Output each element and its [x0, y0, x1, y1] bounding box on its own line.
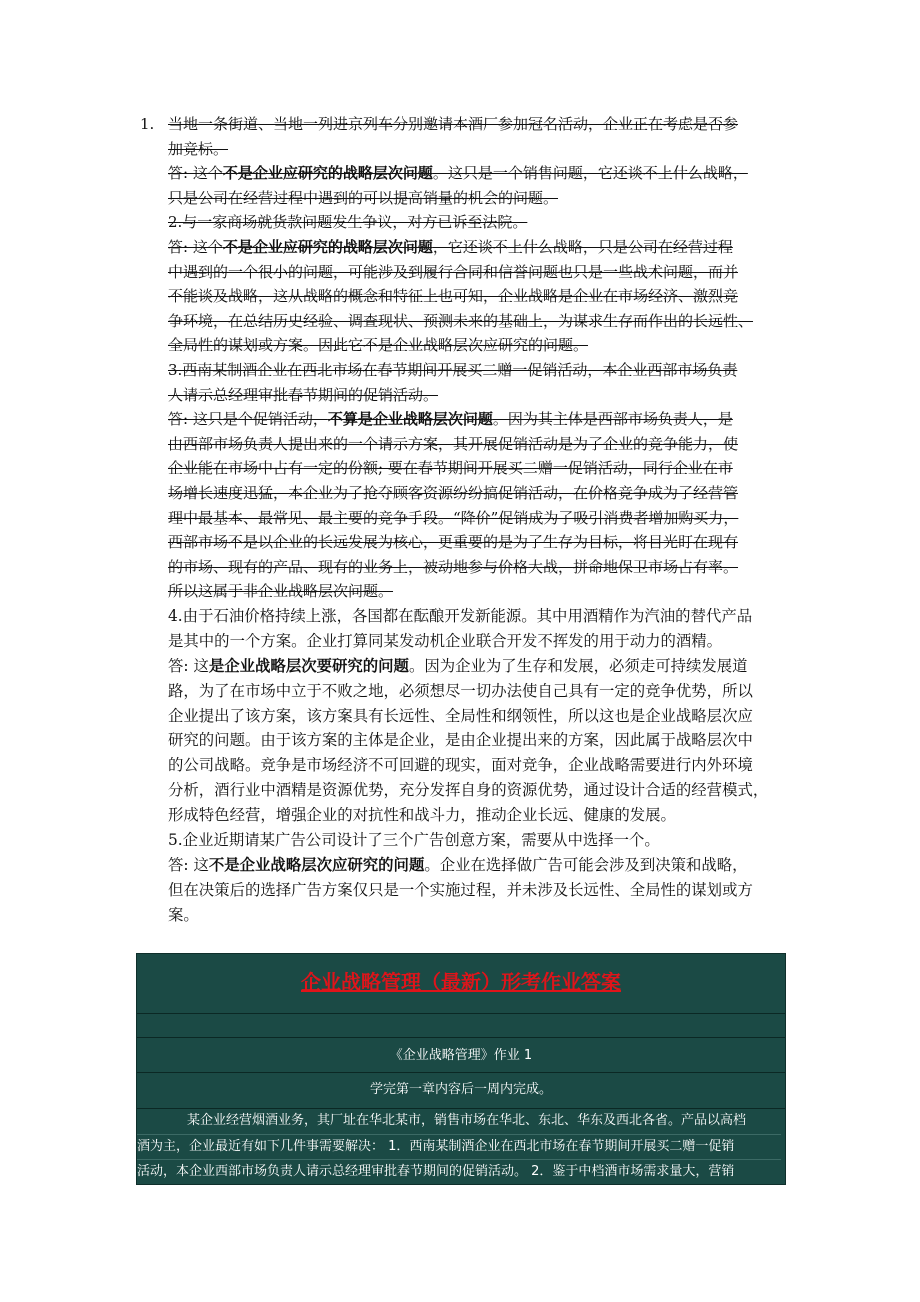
- answer-1-verdict: 不是企业应研究的战略层次问题: [222, 164, 433, 183]
- answer-1-line-2: 只是公司在经营过程中遇到的可以提高销量的机会的问题。: [168, 188, 559, 207]
- answer-4-line-3: 企业提出了该方案，该方案具有长远性、全局性和纲领性，所以这也是企业战略层次应: [168, 706, 753, 725]
- answer-2-line-3: 不能谈及战略，这从战略的概念和特征上也可知，企业战略是企业在市场经济、激烈竞: [168, 287, 739, 306]
- answer-3-line-1: 答: 这只是个促销活动，不算是企业战略层次问题。因为其主体是西部市场负责人，是: [168, 410, 733, 429]
- answer-5-line-2: 但在决策后的选择广告方案仅只是一个实施过程，并未涉及长远性、全局性的谋划或方: [168, 880, 753, 899]
- answer-5-line-1: 答: 这不是企业战略层次应研究的问题。企业在选择做广告可能会涉及到决策和战略，: [168, 855, 748, 874]
- answer-4-line-6: 分析，酒行业中酒精是资源优势，充分发挥自身的资源优势，通过设计合适的经营模式，: [168, 781, 769, 800]
- answer-5-line-3: 案。: [168, 905, 199, 924]
- item-1-line-1: 1. 当地一条街道、当地一列进京列车分别邀请本酒厂参加冠名活动，企业正在考虑是否参: [140, 112, 785, 137]
- panel-body: [137, 1109, 785, 1185]
- answer-3-line-4: 场增长速度迅猛，本企业为了抢夺顾客资源纷纷搞促销活动，在价格竞争成为了经营管: [168, 483, 739, 502]
- answer-1-line-1: 答: 这个不是企业应研究的战略层次问题。这只是一个销售问题，它还谈不上什么战略，: [168, 164, 748, 183]
- item-5-line: 5.企业近期请某广告公司设计了三个广告创意方案，需要从中选择一个。: [168, 831, 660, 850]
- item-1-line-2: 加竞标。: [168, 139, 229, 158]
- answer-2-line-2: 中遇到的一个很小的问题，可能涉及到履行合同和信誉问题也只是一些战术问题，而并: [168, 262, 739, 281]
- answer-3-line-7: 的市场、现有的产品、现有的业务上，被动地参与价格大战，拼命地保卫市场占有率。: [168, 557, 739, 576]
- answer-4-line-7: 形成特色经营，增强企业的对抗性和战斗力，推动企业长远、健康的发展。: [168, 806, 676, 825]
- item-4-line-1: 4.由于石油价格持续上涨，各国都在酝酿开发新能源。其中用酒精作为汽油的替代产品: [168, 606, 753, 625]
- panel-empty-row: [137, 1014, 785, 1038]
- document-body: [140, 112, 785, 928]
- answer-3-line-6: 西部市场不是以企业的长远发展为核心，更重要的是为了生存为目标，将目光盯在现有: [168, 533, 739, 552]
- item-3-line-1: 3.西南某制酒企业在西北市场在春节期间开展买二赠一促销活动，本企业西部市场负责: [168, 360, 738, 379]
- answer-5-verdict: 不是企业战略层次应研究的问题: [208, 855, 425, 874]
- answer-2-line-5: 全局性的谋划或方案。因此它不是企业战略层次应研究的问题。: [168, 336, 589, 355]
- item-1-number: 1.: [140, 115, 155, 133]
- answer-2-verdict: 不是企业应研究的战略层次问题: [222, 237, 433, 256]
- item-3-line-2: 人请示总经理审批春节期间的促销活动。: [168, 385, 439, 404]
- answer-4-line-1: 答: 这是企业战略层次要研究的问题。因为企业为了生存和发展，必须走可持续发展道: [168, 656, 748, 675]
- answer-3-line-5: 理中最基本、最常见、最主要的竞争手段。“降价”促销成为了吸引消费者增加购买力，: [168, 508, 739, 527]
- panel-body-line-1: 某企业经营烟酒业务，其厂址在华北某市，销售市场在华北、东北、华东及西北各省。产品以高档: [137, 1109, 781, 1135]
- answer-4-line-2: 路，为了在市场中立于不败之地，必须想尽一切办法使自己具有一定的竞争优势，所以: [168, 681, 753, 700]
- answer-3-line-3: 企业能在市场中占有一定的份额; 要在春节期间开展买二赠一促销活动，同行企业在市: [168, 459, 733, 478]
- answer-4-line-5: 的公司战略。竞争是市场经济不可回避的现实，面对竞争，企业战略需要进行内外环境: [168, 756, 753, 775]
- answer-4-line-4: 研究的问题。由于该方案的主体是企业，是由企业提出来的方案，因此属于战略层次中: [168, 731, 753, 750]
- answer-3-verdict: 不算是企业战略层次问题: [327, 410, 493, 429]
- panel-title-link[interactable]: 企业战略管理（最新）形考作业答案: [137, 954, 785, 1014]
- item-2-line: 2.与一家商场就货款问题发生争议，对方已诉至法院。: [168, 213, 528, 232]
- answer-promo-panel: [136, 953, 786, 1185]
- item-4-line-2: 是其中的一个方案。企业打算同某发动机企业联合开发不挥发的用于动力的酒精。: [168, 631, 723, 650]
- panel-subtitle: 《企业战略管理》作业 1: [137, 1038, 785, 1073]
- answer-3-line-2: 由西部市场负责人提出来的一个请示方案，其开展促销活动是为了企业的竞争能力，使: [168, 434, 739, 453]
- panel-note: 学完第一章内容后一周内完成。: [137, 1073, 785, 1109]
- panel-body-line-2: 酒为主，企业最近有如下几件事需要解决： 1．西南某制酒企业在西北市场在春节期间开展买二赠一促销: [137, 1135, 781, 1161]
- answer-2-line-1: 答: 这个不是企业应研究的战略层次问题，它还谈不上什么战略，只是公司在经营过程: [168, 237, 733, 256]
- panel-body-line-3: 活动，本企业西部市场负责人请示总经理审批春节期间的促销活动。 2．鉴于中档酒市场需求量大，营销: [137, 1160, 781, 1185]
- answer-3-line-8: 所以这属于非企业战略层次问题。: [168, 582, 394, 601]
- answer-4-verdict: 是企业战略层次要研究的问题: [208, 656, 409, 675]
- answer-2-line-4: 争环境，在总结历史经验、调查现状、预测未来的基础上，为谋求生存而作出的长远性、: [168, 311, 754, 330]
